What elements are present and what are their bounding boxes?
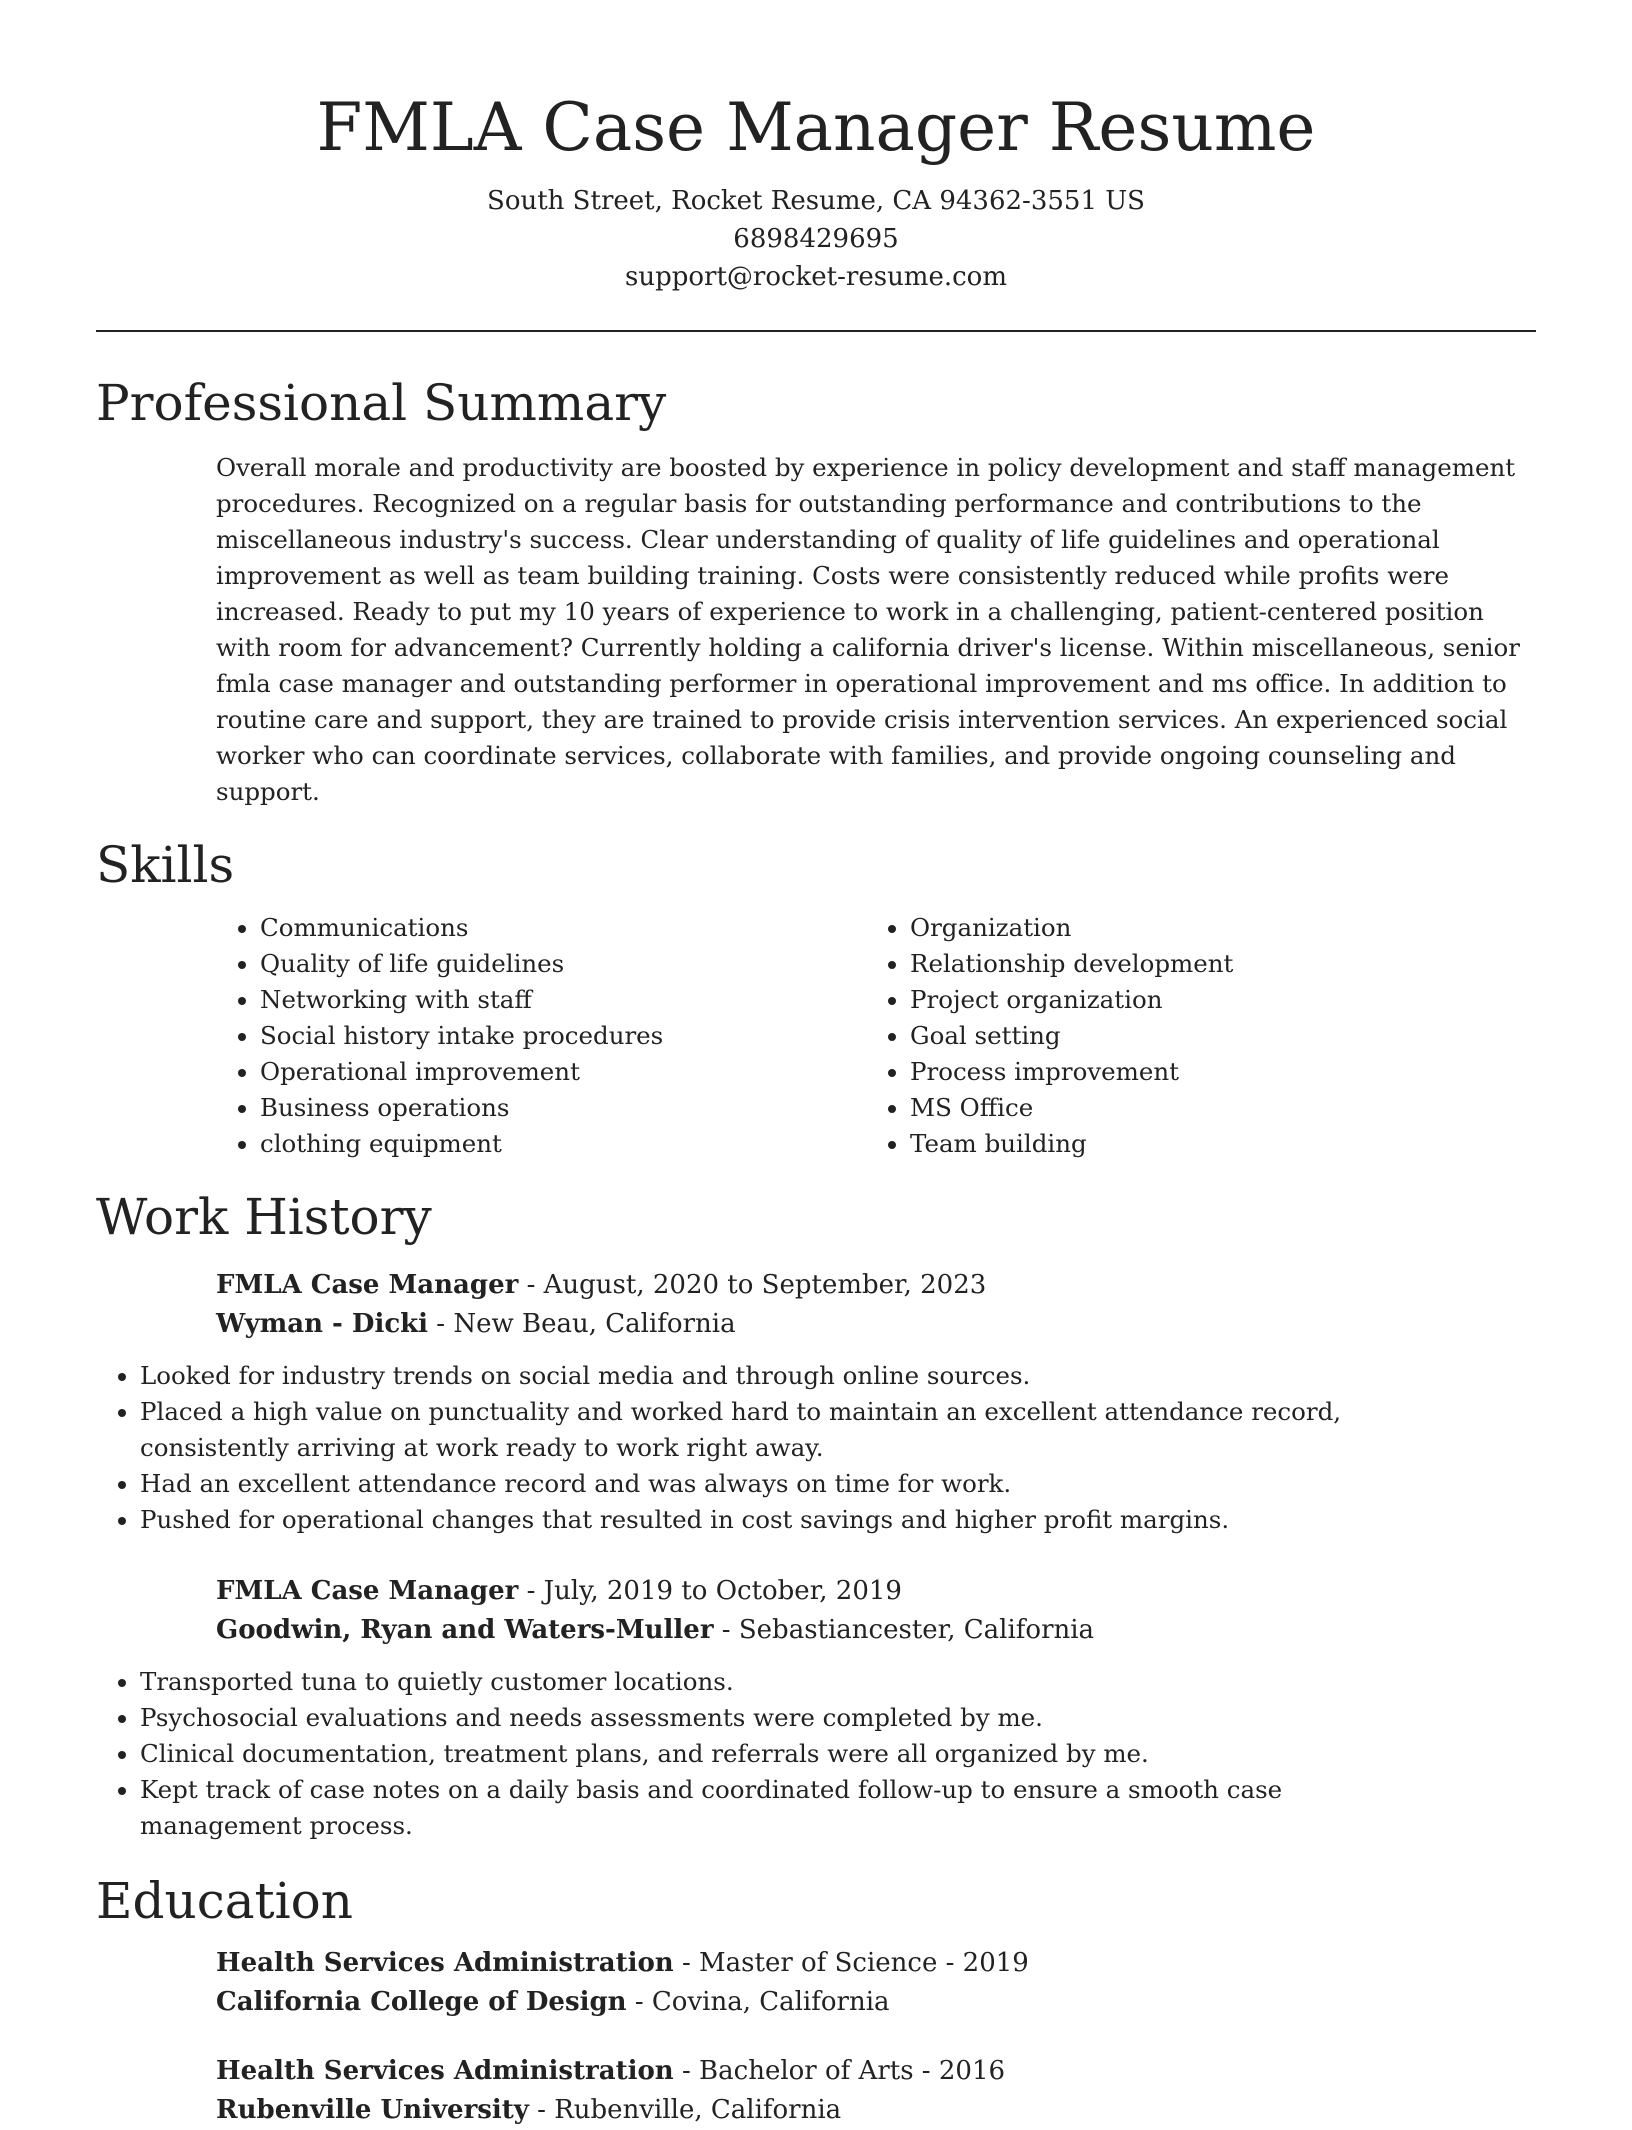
- job-bullet: • Kept track of case notes on a daily basis and coordinated follow-up to ensure a smooth case management process.: [140, 1772, 1430, 1844]
- job-bullet: • Pushed for operational changes that resulted in cost savings and higher profit margins.: [140, 1502, 1430, 1538]
- job-bullet: • Clinical documentation, treatment plans, and referrals were all organized by me.: [140, 1736, 1430, 1772]
- job-bullets: [96, 1664, 1430, 1844]
- contact-phone: 6898429695: [733, 224, 899, 254]
- skills-list: [216, 910, 1536, 1162]
- contact-address: South Street, Rocket Resume, CA 94362-3551 US: [487, 186, 1145, 216]
- job-dates: - July, 2019 to October, 2019: [518, 1576, 902, 1606]
- job-entry: [216, 1572, 1536, 1650]
- job-position: FMLA Case Manager: [216, 1576, 519, 1606]
- job-company: Wyman - Dicki: [216, 1309, 429, 1339]
- job-dates: - August, 2020 to September, 2023: [518, 1270, 987, 1300]
- resume-page: [96, 0, 1536, 2130]
- job-location: - New Beau, California: [428, 1309, 736, 1339]
- education-field: Health Services Administration: [216, 2056, 674, 2086]
- education-degree-line: [216, 1944, 1536, 1983]
- job-bullet: • Psychosocial evaluations and needs assessments were completed by me.: [140, 1700, 1430, 1736]
- job-company-line: [216, 1611, 1536, 1650]
- education-location: - Covina, California: [626, 1987, 890, 2017]
- education-entry: [216, 1944, 1536, 2022]
- skill-item: • Team building: [910, 1126, 1233, 1162]
- resume-title: FMLA Case Manager Resume: [316, 89, 1316, 166]
- education-school-line: [216, 1983, 1536, 2022]
- education-degree: - Bachelor of Arts: [673, 2056, 914, 2086]
- education-entry: [216, 2052, 1536, 2130]
- job-bullet: • Had an excellent attendance record and was always on time for work.: [140, 1466, 1430, 1502]
- skill-item: • Relationship development: [910, 946, 1233, 982]
- header-divider: [96, 330, 1536, 332]
- skills-column-1: [216, 910, 866, 1162]
- education-heading: Education: [96, 1872, 353, 1930]
- skill-item: • Operational improvement: [260, 1054, 866, 1090]
- job-bullet: • Transported tuna to quietly customer locations.: [140, 1664, 1430, 1700]
- education-school-line: [216, 2091, 1536, 2130]
- skill-item: • Project organization: [910, 982, 1233, 1018]
- skill-item: • Quality of life guidelines: [260, 946, 866, 982]
- summary-heading: Professional Summary: [96, 374, 667, 432]
- skill-item: • MS Office: [910, 1090, 1233, 1126]
- education-location: - Rubenville, California: [528, 2095, 842, 2125]
- skill-item: • Process improvement: [910, 1054, 1233, 1090]
- education-degree: - Master of Science: [673, 1948, 938, 1978]
- summary-text: Overall morale and productivity are boosted by experience in policy development and staff management procedures. Recognized on a regular basis for outstanding performance and contributions to the miscellaneous industry's success. Clear understanding of quality of life guidelines and operational improvement as well as team building training. Costs were consistently reduced while profits were increased. Ready to put my 10 years of experience to work in a challenging, patient-centered position with room for advancement? Currently holding a california driver's license. Within miscellaneous, senior fmla case manager and outstanding performer in operational improvement and ms office. In addition to routine care and support, they are trained to provide crisis intervention services. An experienced social worker who can coordinate services, collaborate with families, and provide ongoing counseling and support.: [216, 453, 1520, 806]
- skills-column-2: [866, 910, 1233, 1162]
- skill-item: • Organization: [910, 910, 1233, 946]
- contact-info: [96, 182, 1536, 296]
- resume-header: [96, 0, 1536, 296]
- contact-email: support@rocket-resume.com: [624, 262, 1007, 292]
- job-entry: [216, 1266, 1536, 1344]
- skill-item: • Goal setting: [910, 1018, 1233, 1054]
- job-location: - Sebastiancester, California: [713, 1615, 1095, 1645]
- education-school: Rubenville University: [216, 2095, 529, 2125]
- education-year: - 2019: [937, 1948, 1029, 1978]
- job-bullet: • Looked for industry trends on social media and through online sources.: [140, 1358, 1430, 1394]
- education-year: - 2016: [913, 2056, 1006, 2086]
- skills-heading: Skills: [96, 836, 235, 894]
- skill-item: • Business operations: [260, 1090, 866, 1126]
- job-bullet: • Placed a high value on punctuality and worked hard to maintain an excellent attendance record, consistently arriving at work ready to work right away.: [140, 1394, 1430, 1466]
- skill-item: • Networking with staff: [260, 982, 866, 1018]
- skill-item: • Communications: [260, 910, 866, 946]
- job-company: Goodwin, Ryan and Waters-Muller: [216, 1615, 714, 1645]
- job-title-line: [216, 1266, 1536, 1305]
- work-history-heading: Work History: [96, 1188, 432, 1246]
- job-company-line: [216, 1305, 1536, 1344]
- skill-item: • clothing equipment: [260, 1126, 866, 1162]
- skill-item: • Social history intake procedures: [260, 1018, 866, 1054]
- education-field: Health Services Administration: [216, 1948, 674, 1978]
- education-school: California College of Design: [216, 1987, 627, 2017]
- job-bullets: [96, 1358, 1430, 1538]
- education-degree-line: [216, 2052, 1536, 2091]
- job-position: FMLA Case Manager: [216, 1270, 519, 1300]
- job-title-line: [216, 1572, 1536, 1611]
